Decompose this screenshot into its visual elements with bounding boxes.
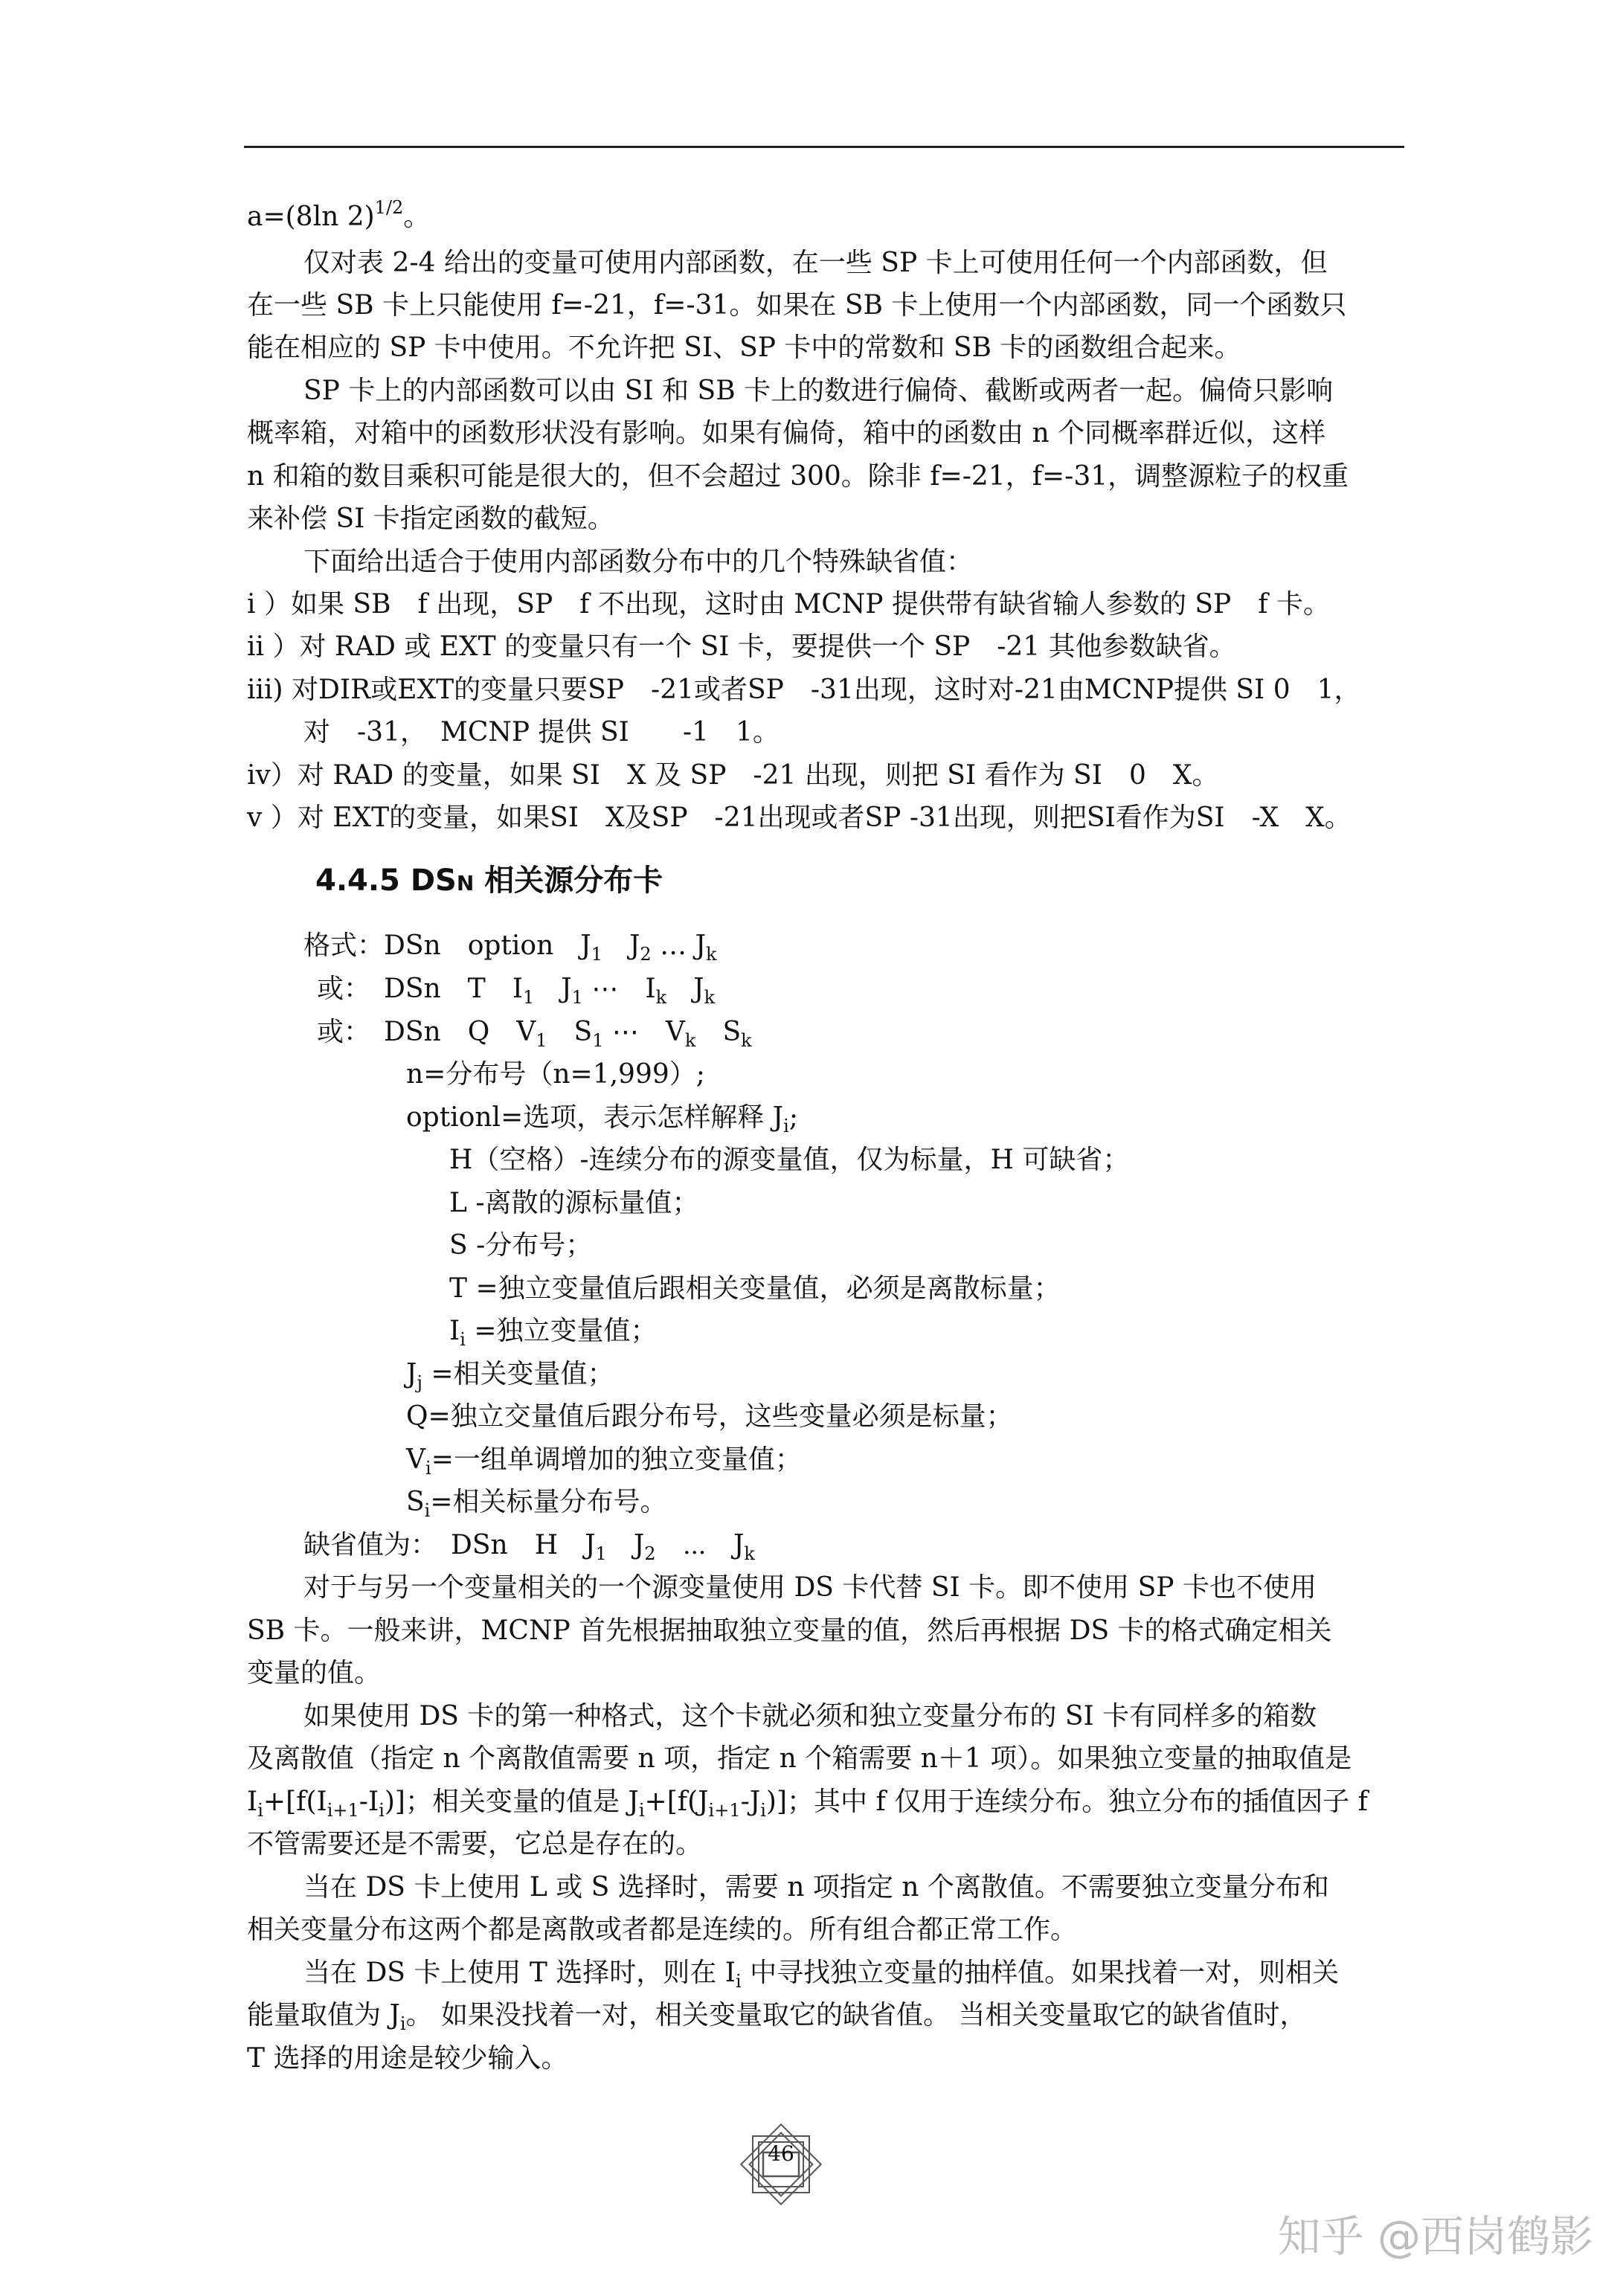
text-line: $I_i+[f(I_{i+1}-I_i)]$；相关变量的值是 $J_i+[f(J_{i+1}-J_i)]$；其中 f 仅用于连续分布。独立分布的插值因子 f bbox=[247, 1787, 1368, 1821]
default-line: 缺省值为： DSn H $J_1$ $J_2$ ⋯ $J_k$ bbox=[303, 1530, 755, 1564]
option-line: S -分布号； bbox=[449, 1230, 593, 1261]
text-line: 及离散值（指定 n 个离散值需要 n 项，指定 n 个箱需要 n＋1 项）。如果独立变量的抽取值是 bbox=[247, 1743, 1352, 1774]
definition-line: $S_i=$相关标量分布号。 bbox=[406, 1487, 667, 1521]
section-heading: 4.4.5 DSN 相关源分布卡 bbox=[315, 864, 663, 898]
text-line: SP 卡上的内部函数可以由 SI 和 SB 卡上的数进行偏倚、截断或两者一起。偏倚只影响 bbox=[303, 376, 1334, 406]
definition-line: Q=独立交量值后跟分布号，这些变量必须是标量； bbox=[406, 1401, 1013, 1432]
text-line: 相关变量分布这两个都是离散或者都是连续的。所有组合都正常工作。 bbox=[247, 1914, 1078, 1945]
watermark: 知乎 @西岗鹤影 bbox=[1277, 2211, 1593, 2262]
text-line: 能在相应的 SP 卡中使用。不允许把 SI、SP 卡中的常数和 SB 卡的函数组合起来。 bbox=[247, 332, 1241, 363]
list-item: iv）对 RAD 的变量，如果 SI X 及 SP -21 出现，则把 SI 看作为 SI 0 X。 bbox=[247, 760, 1219, 791]
text-line: 仅对表 2-4 给出的变量可使用内部函数，在一些 SP 卡上可使用任何一个内部函数，但 bbox=[303, 248, 1328, 278]
text-line: 在一些 SB 卡上只能使用 f=-21，f=-31。如果在 SB 卡上使用一个内部函数，同一个函数只 bbox=[247, 290, 1347, 321]
text-line: n 和箱的数目乘积可能是很大的，但不会超过 300。除非 f=-21，f=-31，调整源粒子的权重 bbox=[247, 461, 1349, 492]
format-line: 格式：DSn option $J_1$ $J_2$ … $J_k$ bbox=[303, 930, 717, 965]
text-line: 当在 DS 卡上使用 T 选择时，则在 $I_i$ 中寻找独立变量的抽样值。如果找着一对，则相关 bbox=[303, 1958, 1340, 1992]
option-line: $I_i$ =独立变量值； bbox=[449, 1316, 658, 1350]
list-item: iii) 对DIR或EXT的变量只要SP -21或者SP -31出现，这时对-21由MCNP提供 SI 0 1， bbox=[247, 675, 1361, 705]
list-item: i ）如果 SB f 出现，SP f 不出现，这时由 MCNP 提供带有缺省输人参数的 SP f 卡。 bbox=[247, 589, 1331, 620]
text-line: 如果使用 DS 卡的第一种格式，这个卡就必须和独立变量分布的 SI 卡有同样多的箱数 bbox=[303, 1701, 1317, 1731]
option-line: H（空格）-连续分布的源变量值，仅为标量，H 可缺省； bbox=[449, 1145, 1130, 1175]
list-item: v ）对 EXT的变量，如果SI X及SP -21出现或者SP -31出现，则把SI看作为SI -X X。 bbox=[247, 803, 1352, 833]
definition-line: optionl=选项，表示怎样解释 $J_i$; bbox=[406, 1102, 798, 1136]
text-line: 变量的值。 bbox=[247, 1658, 382, 1688]
option-line: L -离散的源标量值； bbox=[449, 1188, 699, 1218]
format-line: 或： DSn Q $V_1$ $S_1$ ⋯ $V_k$ $S_k$ bbox=[317, 1017, 752, 1051]
definition-line: $V_i=$一组单调增加的独立变量值； bbox=[406, 1444, 802, 1479]
text-line: SB 卡。一般来讲，MCNP 首先根据抽取独立变量的值，然后再根据 DS 卡的格式确定相关 bbox=[247, 1615, 1332, 1646]
text-line: 当在 DS 卡上使用 L 或 S 选择时，需要 n 项指定 n 个离散值。不需要独立变量分布和 bbox=[303, 1872, 1329, 1903]
format-line: 或： DSn T $I_1$ $J_1$ ⋯ $I_k$ $J_k$ bbox=[317, 974, 716, 1008]
text-line: 能量取值为 $J_i$。 如果没找着一对，相关变量取它的缺省值。 当相关变量取它的缺省值时， bbox=[247, 2000, 1307, 2034]
text-line: a=(8ln 2)$^{1/2}$。 bbox=[247, 197, 431, 232]
text-line: 概率箱，对箱中的函数形状没有影响。如果有偏倚，箱中的函数由 n 个同概率群近似，这样 bbox=[247, 418, 1326, 448]
text-line: 不管需要还是不需要，它总是存在的。 bbox=[247, 1829, 703, 1859]
header-rule bbox=[244, 146, 1404, 148]
list-item: ii ）对 RAD 或 EXT 的变量只有一个 SI 卡，要提供一个 SP -21 其他参数缺省。 bbox=[247, 631, 1236, 662]
list-item-continuation: 对 -31， MCNP 提供 SI -1 1。 bbox=[303, 717, 780, 747]
definition-line: $J_j$ =相关变量值； bbox=[406, 1359, 614, 1393]
text-line: T 选择的用途是较少输入。 bbox=[247, 2043, 568, 2074]
text-line: 下面给出适合于使用内部函数分布中的几个特殊缺省值： bbox=[303, 547, 974, 577]
text-line: 来补偿 SI 卡指定函数的截短。 bbox=[247, 504, 614, 534]
page-number: 46 bbox=[768, 2141, 794, 2166]
definition-line: n=分布号（n=1,999）; bbox=[406, 1059, 705, 1090]
option-line: T =独立变量值后跟相关变量值，必须是离散标量； bbox=[449, 1273, 1061, 1304]
text-line: 对于与另一个变量相关的一个源变量使用 DS 卡代替 SI 卡。即不使用 SP 卡也不使用 bbox=[303, 1572, 1317, 1603]
